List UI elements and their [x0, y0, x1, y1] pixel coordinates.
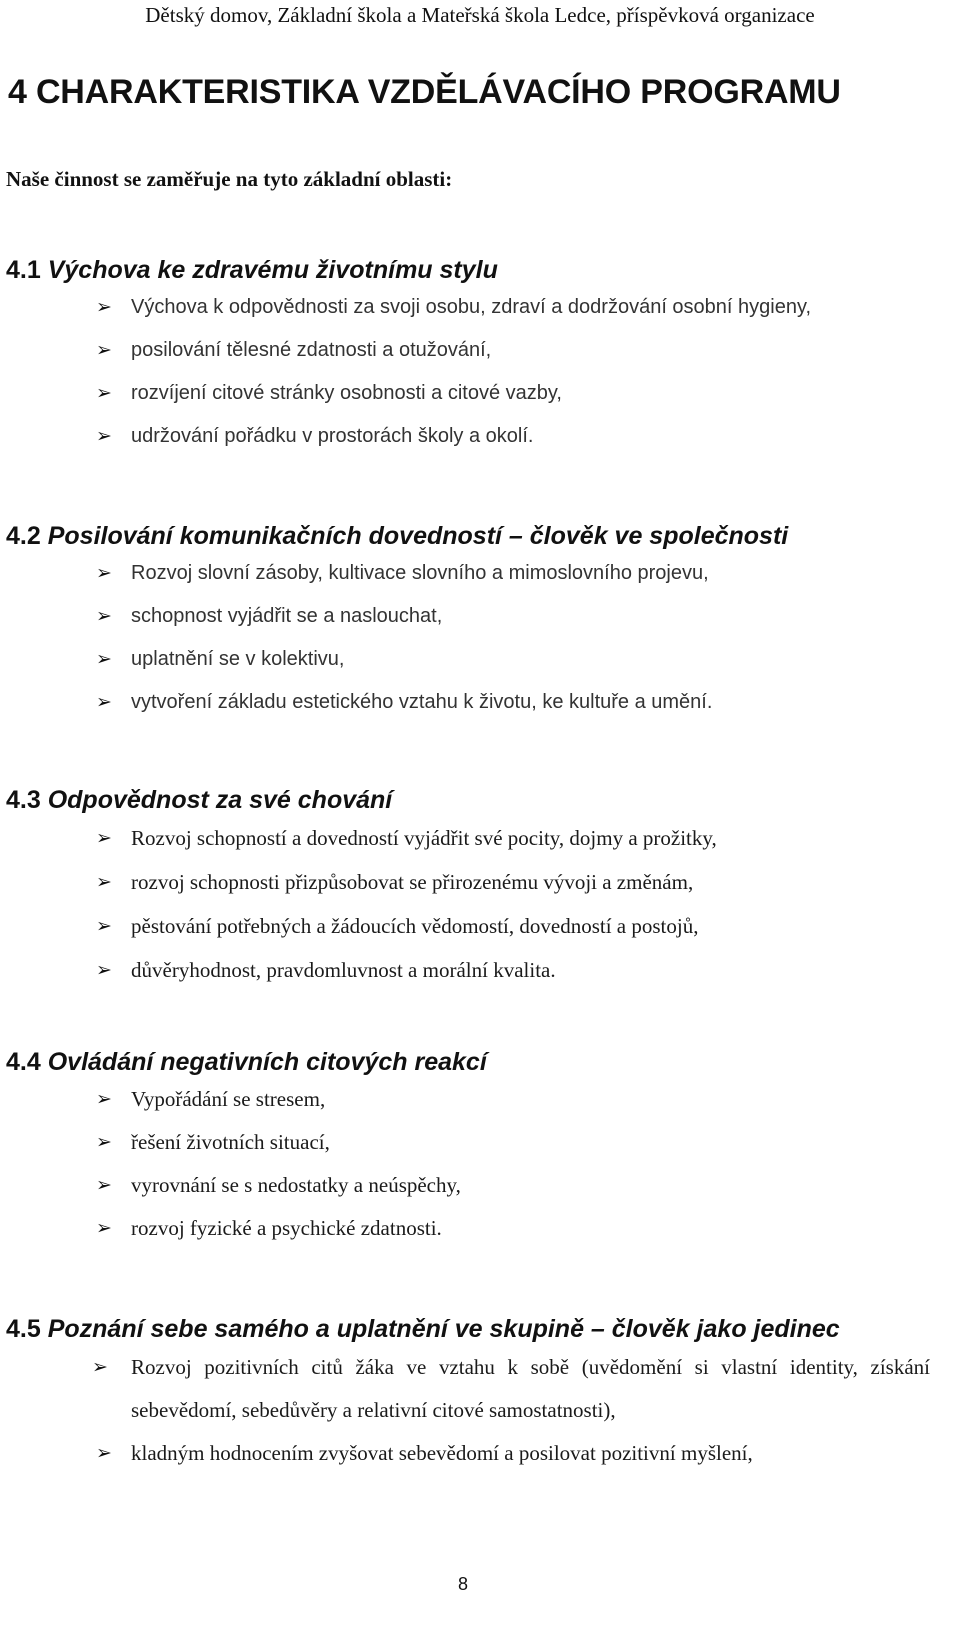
section-title: Posilování komunikačních dovedností – člověk ve společnosti	[47, 522, 789, 550]
section-heading	[0, 254, 960, 286]
section-4-4	[0, 1046, 960, 1250]
arrow-bullet-icon: ➢	[96, 827, 112, 849]
arrow-bullet-icon: ➢	[96, 915, 112, 937]
list-item	[0, 860, 960, 904]
section-4-5	[0, 1312, 960, 1475]
list-item-text: Rozvoj slovní zásoby, kultivace slovního a mimoslovního projevu,	[131, 562, 709, 584]
arrow-bullet-icon: ➢	[96, 959, 112, 981]
arrow-bullet-icon: ➢	[96, 1131, 112, 1153]
list-item	[0, 1346, 960, 1432]
section-title: Ovládání negativních citových reakcí	[47, 1048, 487, 1076]
arrow-bullet-icon: ➢	[96, 339, 112, 361]
list-item	[0, 1207, 960, 1250]
list-item	[0, 1121, 960, 1164]
list-item-text: důvěryhodnost, pravdomluvnost a morální kvalita.	[131, 958, 556, 982]
section-number: 4.1	[6, 256, 41, 284]
list-item	[0, 552, 960, 595]
list-item	[0, 329, 960, 372]
arrow-bullet-icon: ➢	[96, 382, 112, 404]
chapter-intro: Naše činnost se zaměřuje na tyto základní oblasti:	[6, 167, 453, 191]
list-item	[0, 595, 960, 638]
arrow-bullet-icon: ➢	[96, 1217, 112, 1239]
arrow-bullet-icon: ➢	[96, 1442, 112, 1464]
arrow-bullet-icon: ➢	[96, 605, 112, 627]
chapter-title: 4 CHARAKTERISTIKA VZDĚLÁVACÍHO PROGRAMU	[8, 73, 841, 111]
bullet-list	[0, 816, 960, 992]
list-item-text: Rozvoj pozitivních citů žáka ve vztahu k sobě (uvědomění si vlastní identity, získání sebevědomí, sebedůvěry a relativní citové samostatnosti),	[131, 1355, 930, 1422]
list-item-text: pěstování potřebných a žádoucích vědomostí, dovedností a postojů,	[131, 914, 699, 938]
list-item-text: Rozvoj schopností a dovedností vyjádřit své pocity, dojmy a prožitky,	[131, 826, 717, 850]
list-item	[0, 681, 960, 724]
list-item	[0, 1432, 960, 1475]
section-4-1	[0, 254, 960, 458]
list-item	[0, 286, 960, 329]
list-item-text: udržování pořádku v prostorách školy a okolí.	[131, 425, 534, 447]
list-item	[0, 1164, 960, 1207]
bullet-list	[0, 286, 960, 458]
section-heading	[0, 1312, 960, 1346]
section-number: 4.2	[6, 522, 41, 550]
section-number: 4.4	[6, 1048, 41, 1076]
list-item	[0, 948, 960, 992]
list-item	[0, 816, 960, 860]
list-item-text: rozvoj schopnosti přizpůsobovat se přirozenému vývoji a změnám,	[131, 870, 694, 894]
section-number: 4.5	[6, 1315, 41, 1343]
arrow-bullet-icon: ➢	[96, 425, 112, 447]
section-title: Výchova ke zdravému životnímu stylu	[47, 256, 498, 284]
list-item-text: vyrovnání se s nedostatky a neúspěchy,	[131, 1173, 461, 1197]
arrow-bullet-icon: ➢	[96, 296, 112, 318]
list-item-text: řešení životních situací,	[131, 1130, 330, 1154]
section-heading	[0, 784, 960, 816]
arrow-bullet-icon: ➢	[96, 691, 112, 713]
list-item-text: rozvíjení citové stránky osobnosti a citové vazby,	[131, 382, 562, 404]
list-item-text: schopnost vyjádřit se a naslouchat,	[131, 605, 443, 627]
section-number: 4.3	[6, 786, 41, 814]
arrow-bullet-icon: ➢	[92, 1356, 108, 1378]
list-item	[0, 372, 960, 415]
arrow-bullet-icon: ➢	[96, 1174, 112, 1196]
list-item-text: Vypořádání se stresem,	[131, 1087, 326, 1111]
arrow-bullet-icon: ➢	[96, 1088, 112, 1110]
section-4-3	[0, 784, 960, 992]
list-item	[0, 1078, 960, 1121]
list-item	[0, 415, 960, 458]
bullet-list	[0, 1346, 960, 1475]
bullet-list	[0, 552, 960, 724]
section-heading	[0, 1046, 960, 1078]
list-item-text: posilování tělesné zdatnosti a otužování,	[131, 339, 492, 361]
list-item	[0, 638, 960, 681]
bullet-list	[0, 1078, 960, 1250]
arrow-bullet-icon: ➢	[96, 871, 112, 893]
section-title: Odpovědnost za své chování	[47, 786, 393, 814]
arrow-bullet-icon: ➢	[96, 562, 112, 584]
section-4-2	[0, 520, 960, 724]
section-title: Poznání sebe samého a uplatnění ve skupině – člověk jako jedinec	[47, 1315, 840, 1343]
list-item	[0, 904, 960, 948]
page-number: 8	[457, 1574, 468, 1594]
list-item-text: vytvoření základu estetického vztahu k životu, ke kultuře a umění.	[131, 691, 713, 713]
section-heading	[0, 520, 960, 552]
list-item-text: Výchova k odpovědnosti za svoji osobu, zdraví a dodržování osobní hygieny,	[131, 296, 812, 318]
list-item-text: rozvoj fyzické a psychické zdatnosti.	[131, 1216, 442, 1240]
list-item-text: uplatnění se v kolektivu,	[131, 648, 345, 670]
list-item-text: kladným hodnocením zvyšovat sebevědomí a posilovat pozitivní myšlení,	[131, 1441, 753, 1465]
page-header: Dětský domov, Základní škola a Mateřská škola Ledce, příspěvková organizace	[145, 3, 815, 27]
arrow-bullet-icon: ➢	[96, 648, 112, 670]
